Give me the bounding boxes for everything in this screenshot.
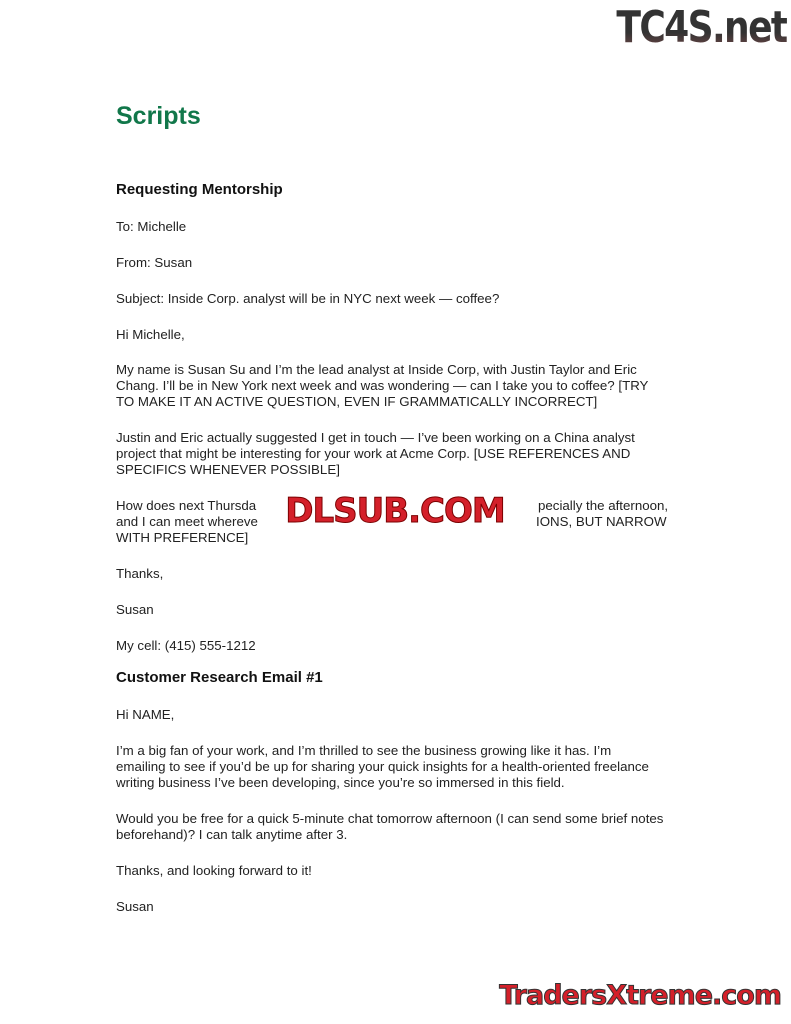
watermark-tradersxtreme: TradersXtreme.com: [499, 980, 781, 1011]
text-fragment: and I can meet whereve: [116, 514, 258, 529]
text-line: My name is Susan Su and I’m the lead analyst at Inside Corp, with Justin Taylor and Eric: [116, 362, 637, 377]
subject-line: Subject: Inside Corp. analyst will be in NYC next week — coffee?: [116, 291, 500, 306]
signature: Susan: [116, 899, 154, 914]
cell-number: My cell: (415) 555-1212: [116, 638, 256, 653]
text-fragment: IONS, BUT NARROW: [536, 514, 667, 529]
text-line: I’m a big fan of your work, and I’m thrilled to see the business growing like it has. I’m: [116, 743, 612, 758]
closing: Thanks, and looking forward to it!: [116, 863, 312, 878]
signature: Susan: [116, 602, 154, 617]
paragraph: [116, 811, 686, 843]
paragraph: [116, 362, 686, 410]
greeting: Hi NAME,: [116, 707, 175, 722]
to-line: To: Michelle: [116, 219, 187, 234]
text-fragment: pecially the afternoon,: [538, 498, 669, 513]
paragraph: [116, 743, 686, 791]
section-heading-customer-research: Customer Research Email #1: [116, 669, 323, 686]
text-fragment: How does next Thursda: [116, 498, 257, 513]
watermark-dlsub: DLSUB.COM: [258, 493, 532, 529]
text-line: beforehand)? I can talk anytime after 3.: [116, 827, 348, 842]
text-line: WITH PREFERENCE]: [116, 530, 249, 545]
watermark-tc4s: TC4S.net: [616, 2, 787, 53]
text-line: project that might be interesting for your work at Acme Corp. [USE REFERENCES AND: [116, 446, 631, 461]
text-line: SPECIFICS WHENEVER POSSIBLE]: [116, 462, 340, 477]
section-heading-mentorship: Requesting Mentorship: [116, 181, 283, 198]
thanks: Thanks,: [116, 566, 164, 581]
text-line: TO MAKE IT AN ACTIVE QUESTION, EVEN IF GRAMMATICALLY INCORRECT]: [116, 394, 598, 409]
text-line: writing business I’ve been developing, since you’re so immersed in this field.: [116, 775, 565, 790]
text-line: emailing to see if you’d be up for sharing your quick insights for a health-oriented freelance: [116, 759, 649, 774]
text-line: Chang. I’ll be in New York next week and was wondering — can I take you to coffee? [TRY: [116, 378, 649, 393]
from-line: From: Susan: [116, 255, 193, 270]
text-line: Justin and Eric actually suggested I get in touch — I’ve been working on a China analyst: [116, 430, 635, 445]
page-title: Scripts: [116, 102, 201, 130]
greeting: Hi Michelle,: [116, 327, 185, 342]
text-line: Would you be free for a quick 5-minute chat tomorrow afternoon (I can send some brief notes: [116, 811, 664, 826]
paragraph: [116, 430, 686, 478]
